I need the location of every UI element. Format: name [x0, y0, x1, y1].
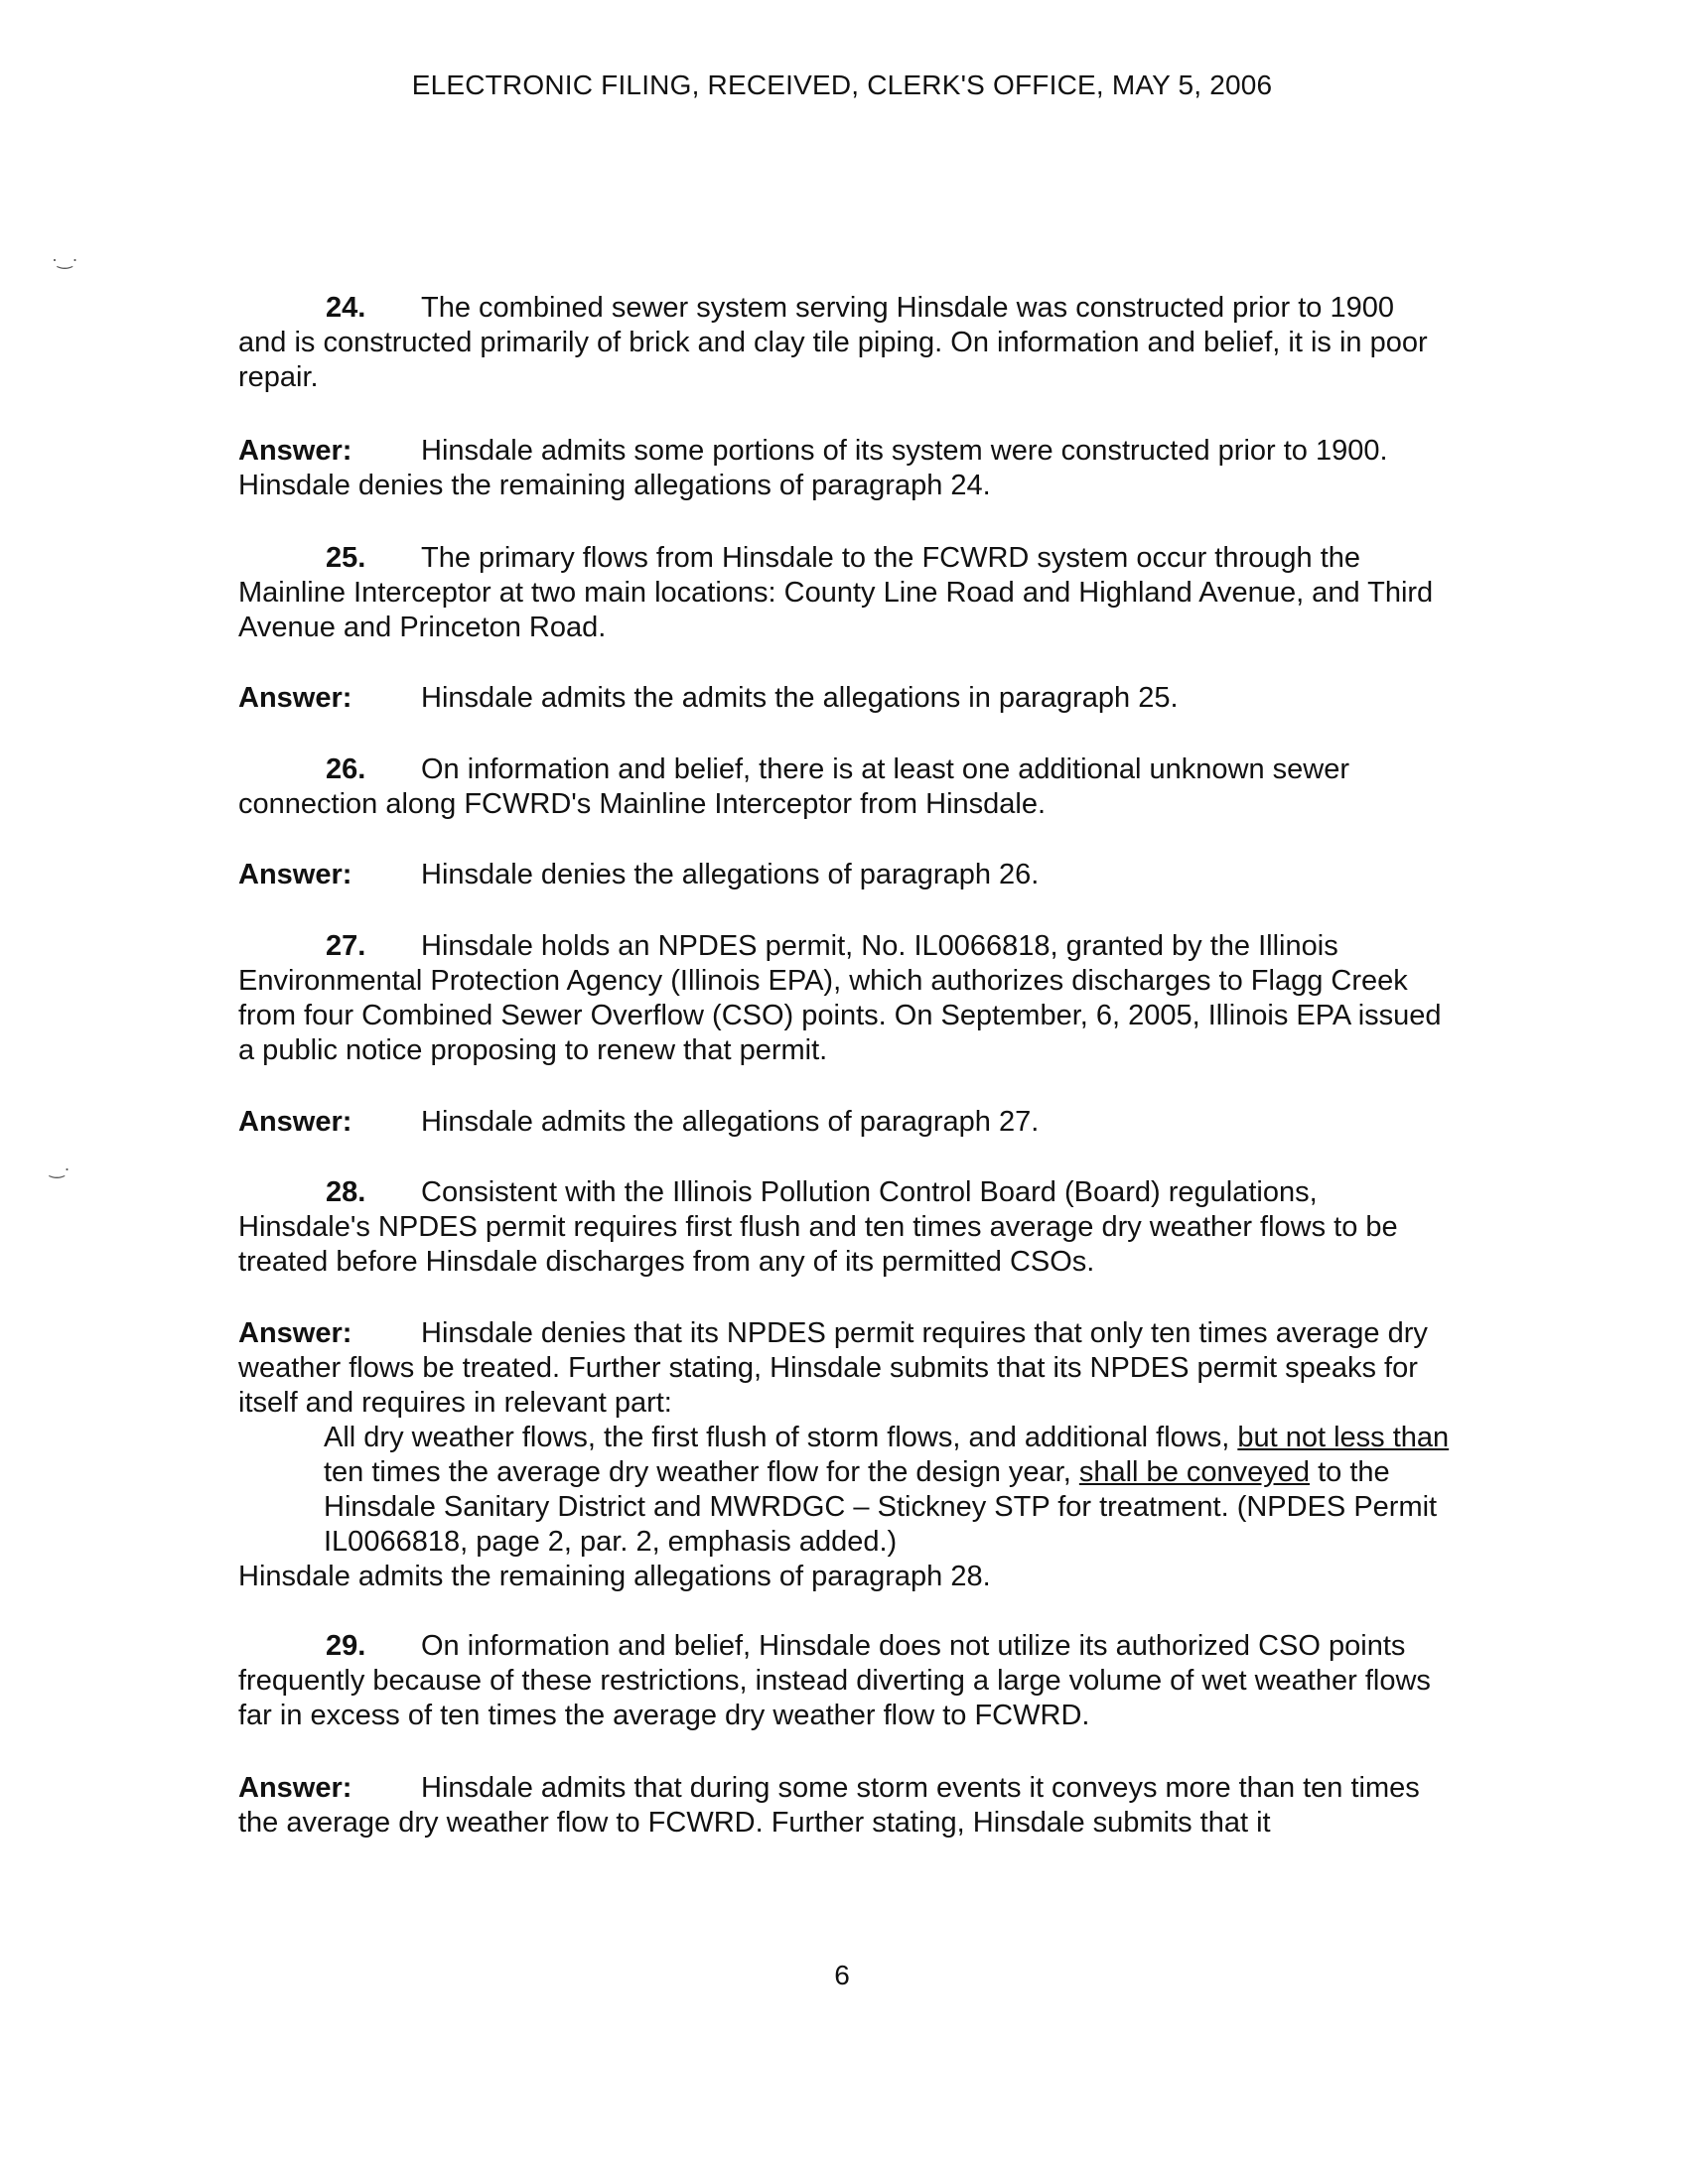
answer-text: Hinsdale denies the allegations of paragraph 26. — [421, 859, 1040, 890]
permit-quote — [324, 1421, 1450, 1560]
paragraph-number: 24. — [326, 292, 366, 324]
quote-emphasis: shall be conveyed — [1078, 1456, 1311, 1488]
scan-mark: ‿· — [50, 1159, 70, 1178]
paragraph-27 — [238, 929, 1450, 1068]
paragraph-text: Hinsdale holds an NPDES permit, No. IL0066818, granted by the Illinois Environmental Protection Agency (Illinois EPA), which authorizes discharges to Flagg Creek from four Combined Sewer Overflow (CSO) points. On September, 6, 2005, Illinois EPA issued a public notice proposing to renew that permit. — [238, 930, 1442, 1066]
quote-text: All dry weather flows, the first flush of storm flows, and additional flows, — [324, 1422, 1238, 1453]
answer-continuation: Hinsdale admits the remaining allegations of paragraph 28. — [238, 1561, 991, 1592]
paragraph-text: On information and belief, Hinsdale does not utilize its authorized CSO points frequently because of these restrictions, instead diverting a large volume of wet weather flows far in excess of ten times the average dry weather flow to FCWRD. — [238, 1630, 1431, 1731]
quote-text: ten times the average dry weather flow for the design year, — [324, 1456, 1079, 1488]
answer-25 — [238, 681, 1450, 716]
answer-text: Hinsdale admits the allegations of paragraph 27. — [421, 1106, 1040, 1138]
page-number: 6 — [834, 1960, 850, 1990]
paragraph-number: 27. — [326, 930, 366, 962]
answer-24 — [238, 434, 1450, 503]
paragraph-number: 26. — [326, 753, 366, 785]
paragraph-text: Consistent with the Illinois Pollution Control Board (Board) regulations, Hinsdale's NPDES permit requires first flush and ten times average dry weather flows to be treated before Hinsdale discharges from any of its permitted CSOs. — [238, 1176, 1398, 1278]
paragraph-28 — [238, 1175, 1450, 1280]
answer-26 — [238, 858, 1450, 892]
paragraph-25 — [238, 541, 1450, 645]
answer-label: Answer: — [238, 682, 352, 714]
paragraph-29 — [238, 1629, 1450, 1733]
filing-stamp-header: ELECTRONIC FILING, RECEIVED, CLERK'S OFFICE, MAY 5, 2006 — [411, 69, 1273, 100]
answer-text: Hinsdale admits some portions of its system were constructed prior to 1900. Hinsdale denies the remaining allegations of paragraph 24. — [238, 435, 1388, 501]
answer-label: Answer: — [238, 435, 352, 467]
answer-28 — [238, 1316, 1450, 1594]
paragraph-text: The combined sewer system serving Hinsdale was constructed prior to 1900 and is constructed primarily of brick and clay tile piping. On information and belief, it is in poor repair. — [238, 292, 1428, 393]
answer-text: Hinsdale denies that its NPDES permit requires that only ten times average dry weather flows be treated. Further stating, Hinsdale submits that its NPDES permit speaks for itself and requires in relevant part: — [238, 1317, 1428, 1419]
paragraph-26 — [238, 752, 1450, 822]
paragraph-number: 25. — [326, 542, 366, 574]
answer-label: Answer: — [238, 1106, 352, 1138]
answer-label: Answer: — [238, 1772, 352, 1804]
quote-emphasis: but not less than — [1237, 1422, 1450, 1453]
answer-text: Hinsdale admits that during some storm events it conveys more than ten times the average dry weather flow to FCWRD. Further stating, Hinsdale submits that it — [238, 1772, 1420, 1839]
quote-text: to the Hinsdale Sanitary District and MWRDGC – Stickney STP for treatment. (NPDES Permit IL0066818, page 2, par. 2, emphasis added.) — [324, 1456, 1438, 1558]
paragraph-number: 29. — [326, 1630, 366, 1662]
paragraph-text: The primary flows from Hinsdale to the FCWRD system occur through the Mainline Interceptor at two main locations: County Line Road and Highland Avenue, and Third Avenue and Princeton Road. — [238, 542, 1434, 643]
paragraph-number: 28. — [326, 1176, 366, 1208]
answer-text: Hinsdale admits the admits the allegations in paragraph 25. — [421, 682, 1179, 714]
answer-27 — [238, 1105, 1450, 1140]
paragraph-24 — [238, 291, 1450, 395]
answer-29 — [238, 1771, 1450, 1841]
scan-mark: ·‿· — [52, 249, 78, 269]
paragraph-text: On information and belief, there is at least one additional unknown sewer connection along FCWRD's Mainline Interceptor from Hinsdale. — [238, 753, 1350, 820]
answer-label: Answer: — [238, 859, 352, 890]
answer-label: Answer: — [238, 1317, 352, 1349]
